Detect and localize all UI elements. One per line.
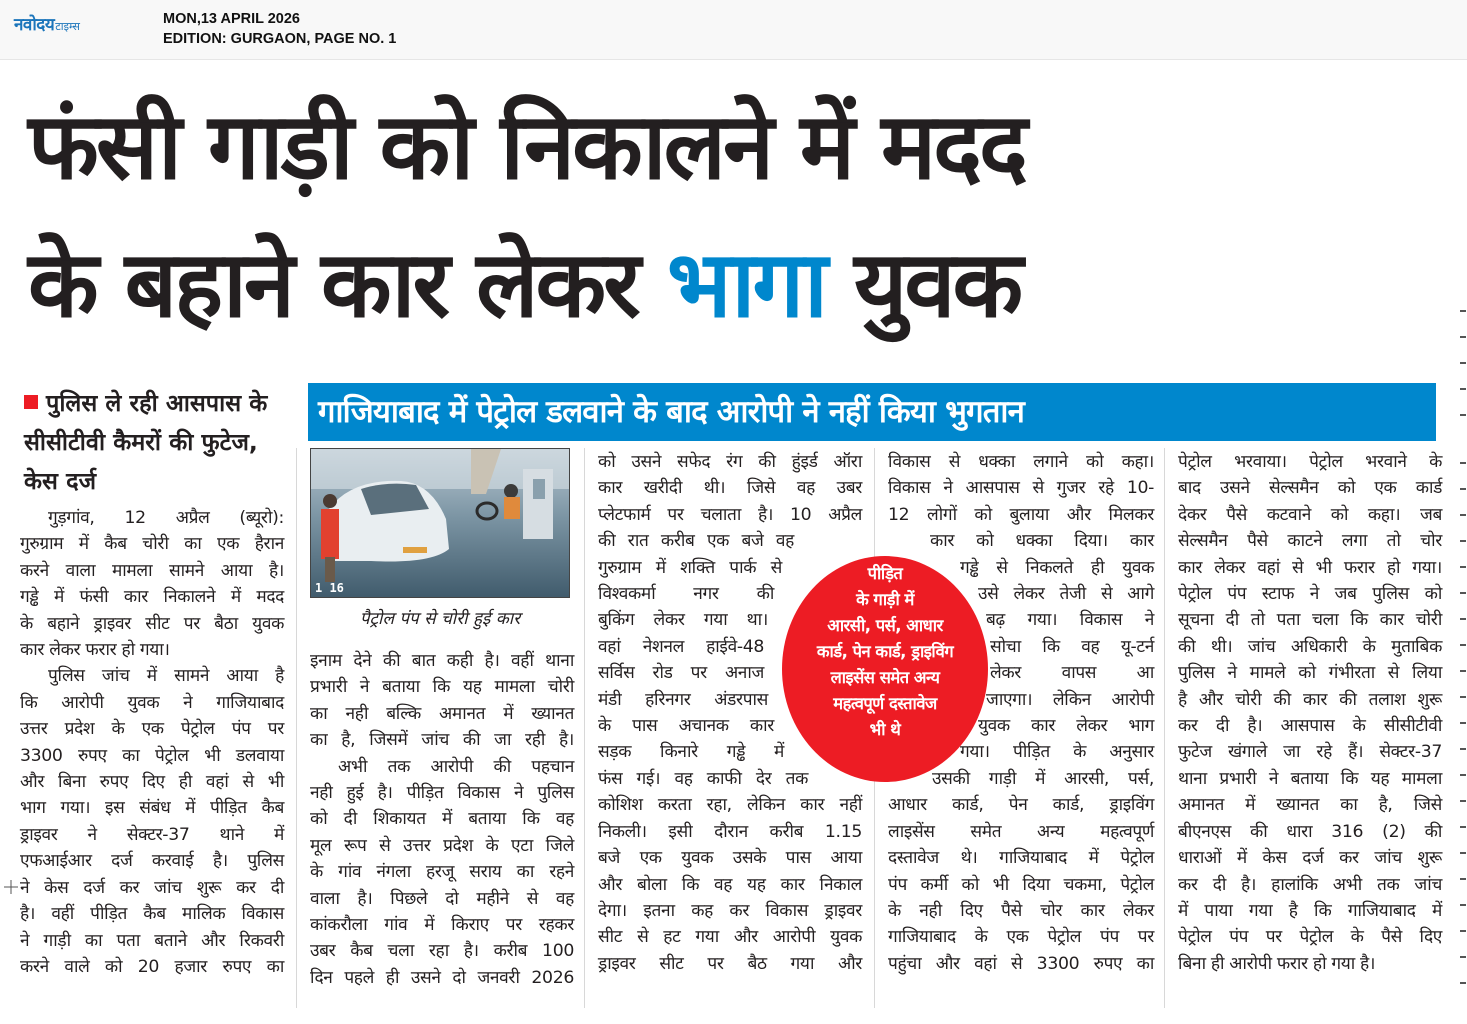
text-line: गया। पीड़ित के अनुसार <box>960 742 1154 763</box>
text-line: के पास अचानक कार <box>598 716 774 737</box>
text-line: कार खरीदी थी। जिसे वह उबर <box>598 478 862 499</box>
subheadline-banner: गाजियाबाद में पेट्रोल डलवाने के बाद आरोपी ने नहीं किया भुगतान <box>308 383 1436 441</box>
text-line: बजे एक युवक उसके पास आया <box>598 848 862 869</box>
text-line: को उसने सफेद रंग की हुंइर्ड ऑरा <box>598 452 862 472</box>
text-line: सोचा कि वह यू-टर्न <box>990 636 1154 657</box>
text-line: वाला है। पिछले दो महीने से वह <box>310 888 574 909</box>
main-headline-line-2 <box>28 220 1448 350</box>
callout-line: भी थे <box>869 720 901 739</box>
text-line: युवक कार लेकर भाग <box>978 716 1154 737</box>
headline-text: के बहाने कार लेकर <box>28 231 667 338</box>
headline-highlight: भागा <box>666 231 825 338</box>
text-line: गाजियाबाद के एक पेट्रोल पंप पर <box>888 927 1154 948</box>
text-line: वहां नेशनल हाईवे-48 <box>598 636 764 657</box>
side-headline <box>24 384 296 501</box>
text-line: गुरुग्राम में कैब चोरी का एक हैरान <box>20 534 284 555</box>
newspaper-logo[interactable] <box>14 12 80 35</box>
text-line: प्रभारी ने बताया कि यह मामला चोरी <box>310 677 574 698</box>
text-line: और बोला कि वह यह कार निकाल <box>598 874 862 895</box>
text-line: की रात करीब एक बजे वह <box>598 531 794 552</box>
cctv-car-image-icon <box>311 449 570 598</box>
text-line: फुटेज खंगाले जा रहे हैं। सेक्टर-37 <box>1178 742 1442 763</box>
text-line: उत्तर प्रदेश के एक पेट्रोल पंप पर <box>20 719 284 740</box>
text-line: फंस गई। वह काफी देर तक <box>598 768 808 789</box>
text-line: कि आरोपी युवक ने गाजियाबाद <box>20 692 284 713</box>
text-line: देकर पैसे कटवाने को कहा। जब <box>1178 504 1442 525</box>
crop-mark-icon <box>4 880 18 894</box>
text-line: पेट्रोल पंप पर पेट्रोल के पैसे दिए <box>1178 927 1442 948</box>
text-line: सेल्समैन पैसे काटने लगा तो चोर <box>1178 531 1442 552</box>
callout-line: महत्वपूर्ण दस्तावेज <box>833 694 937 713</box>
article-column-5 <box>1178 449 1442 977</box>
text-line: देगा। इतना कह कर विकास ड्राइवर <box>598 900 862 921</box>
text-line: लेकर वापस आ <box>990 663 1154 684</box>
text-line: ने केस दर्ज कर जांच शुरू कर दी <box>20 877 284 898</box>
callout-line: आरसी, पर्स, आधार <box>827 616 943 635</box>
text-line: कोशिश करता रहा, लेकिन कार नहीं <box>598 795 862 816</box>
timestamp-overlay: 1 16 <box>315 581 344 595</box>
text-line: है। वहीं पीड़ित कैब मालिक विकास <box>20 904 284 925</box>
text-line: ने गाड़ी का पता बताने और रिकवरी <box>20 930 284 951</box>
text-line: पुलिस ने मामले को गंभीरता से लिया <box>1178 663 1442 684</box>
text-line: आधार कार्ड, पेन कार्ड, ड्राइविंग <box>888 795 1154 816</box>
text-line: कार को धक्का दिया। कार <box>930 531 1154 552</box>
text-line: मंडी हरिनगर अंडरपास <box>598 689 768 710</box>
text-line: भाग गया। इस संबंध में पीड़ित कैब <box>20 798 284 819</box>
text-line: विश्वकर्मा नगर की <box>598 584 774 605</box>
text-line: बाद उसने सेल्समैन को एक कार्ड <box>1178 478 1442 499</box>
text-line: गुरुग्राम में शक्ति पार्क से <box>598 557 782 578</box>
callout-line: लाइसेंस समेत अन्य <box>830 668 940 687</box>
text-line: के नही दिए पैसे चोर कार लेकर <box>888 900 1154 921</box>
text-line: उसे लेकर तेजी से आगे <box>978 584 1154 605</box>
column-divider <box>1164 448 1165 1008</box>
text-line: और बिना रुपए दिए ही वहां से भी <box>20 772 284 793</box>
column-divider <box>584 448 585 1008</box>
masthead-bar <box>0 0 1467 60</box>
edition-page: EDITION: GURGAON, PAGE NO. 1 <box>163 31 397 47</box>
callout-line: कार्ड, पेन कार्ड, ड्राइविंग <box>816 642 954 661</box>
text-line: एफआईआर दर्ज करवाई है। पुलिस <box>20 851 284 872</box>
text-line: धाराओं में केस दर्ज कर जांच शुरू <box>1178 848 1442 869</box>
text-line: करने वाला मामला सामने आया है। <box>20 560 284 581</box>
text-line: पेट्रोल भरवाया। पेट्रोल भरवाने के <box>1178 452 1442 472</box>
text-line: बिना ही आरोपी फरार हो गया है। <box>1178 953 1376 974</box>
headline-text: युवक <box>824 231 1021 338</box>
publication-date: MON,13 APRIL 2026 <box>163 11 300 27</box>
text-line: पहुंचा और वहां से 3300 रुपए का <box>888 953 1154 974</box>
text-line: की थी। जांच अधिकारी के मुताबिक <box>1178 636 1442 657</box>
text-line: पेट्रोल पंप स्टाफ ने जब पुलिस को <box>1178 584 1442 605</box>
text-line: नही हुई है। पीड़ित विकास ने पुलिस <box>310 783 574 804</box>
text-line: अभी तक आरोपी की पहचान <box>338 756 574 777</box>
callout-line: के गाड़ी में <box>856 590 914 609</box>
text-line: के गांव नंगला हरजू सराय का रहने <box>310 862 574 883</box>
red-square-bullet-icon <box>24 395 38 409</box>
text-line: अमानत में ख्यानत का है, जिसे <box>1178 795 1442 816</box>
adjacent-page-edge <box>1458 60 1467 1024</box>
text-line: करने वाले को 20 हजार रुपए का <box>20 956 284 977</box>
photo-caption: पैट्रोल पंप से चोरी हुई कार <box>359 609 521 629</box>
text-line: सूचना दी तो पता चला कि कार चोरी <box>1178 610 1442 631</box>
text-line: के बहाने ड्राइवर सीट पर बैठा युवक <box>20 613 284 634</box>
text-line: सड़क किनारे गड्ढे में <box>598 742 784 763</box>
article-column-1 <box>20 505 284 980</box>
text-line: विकास ने आसपास से गुजर रहे 10- <box>888 478 1154 499</box>
text-line: इनाम देने की बात कही है। वहीं थाना <box>310 651 574 671</box>
text-line: में पाया गया है कि गाजियाबाद में <box>1178 900 1442 921</box>
logo-sub-text: टाइम्स <box>55 20 80 33</box>
text-line: का नही बल्कि अमानत में ख्यानत <box>310 703 574 724</box>
text-line: है और चोरी की कार की तलाश शुरू <box>1178 689 1442 710</box>
callout-circle <box>782 556 988 782</box>
text-line: थाना प्रभारी ने बताया कि यह मामला <box>1178 768 1442 789</box>
text-line: उबर कैब चला रहा है। करीब 100 <box>310 941 574 962</box>
main-headline-line-1: फंसी गाड़ी को निकालने में मदद <box>28 93 1025 200</box>
text-line: गड्ढे में फंसी कार निकालने में मदद <box>20 587 284 608</box>
text-line: बढ़ गया। विकास ने <box>986 610 1154 631</box>
text-line: 3300 रुपए का पेट्रोल भी डलवाया <box>20 745 284 766</box>
text-line: लाइसेंस समेत अन्य महत्वपूर्ण <box>888 821 1154 842</box>
text-line: को दी शिकायत में बताया कि वह <box>310 809 574 830</box>
text-line: उसकी गाड़ी में आरसी, पर्स, <box>932 768 1154 789</box>
text-line: कर दी है। हालांकि अभी तक जांच <box>1178 874 1442 895</box>
callout-line: पीड़ित <box>867 564 903 583</box>
text-line: कार लेकर फरार हो गया। <box>20 640 170 661</box>
text-line: गुड़गांव, 12 अप्रैल (ब्यूरो): <box>48 508 284 528</box>
text-line: कर दी है। आसपास के सीसीटीवी <box>1178 716 1442 737</box>
text-line: बीएनएस की धारा 316 (2) की <box>1178 821 1442 842</box>
text-line: का है, जिसमें जांच की जा रही है। <box>310 730 574 751</box>
text-line: प्लेटफार्म पर चलाता है। 10 अप्रैल <box>598 504 862 525</box>
text-line: 12 लोगों को बुलाया और मिलकर <box>888 504 1154 525</box>
text-line: पंप कर्मी को भी दिया चकमा, पेट्रोल <box>888 874 1154 895</box>
cctv-photo <box>310 448 570 598</box>
side-headline-text: पुलिस ले रही आसपास के सीसीटीवी कैमरों की फुटेज, केस दर्ज <box>24 389 268 495</box>
text-line: सीट से हट गया और आरोपी युवक <box>598 927 862 948</box>
text-line: सर्विस रोड पर अनाज <box>598 663 764 684</box>
edition-info <box>163 9 396 49</box>
column-divider <box>296 448 297 1008</box>
article-column-2 <box>310 648 574 991</box>
text-line: ड्राइवर ने सेक्टर-37 थाने में <box>20 824 284 845</box>
text-line: दस्तावेज थे। गाजियाबाद में पेट्रोल <box>888 848 1154 869</box>
text-line: कार लेकर वहां से भी फरार हो गया। <box>1178 557 1442 578</box>
text-line: जाएगा। लेकिन आरोपी <box>986 689 1154 710</box>
text-line: विकास से धक्का लगाने को कहा। <box>888 452 1154 472</box>
text-line: पुलिस जांच में सामने आया है <box>48 666 284 687</box>
text-line: दिन पहले ही उसने दो जनवरी 2026 <box>310 967 574 988</box>
text-line: निकली। इसी दौरान करीब 1.15 <box>598 821 862 842</box>
logo-main-text: नवोदय <box>14 15 55 35</box>
text-line: मूल रूप से उत्तर प्रदेश के एटा जिले <box>310 835 574 856</box>
text-line: बुकिंग लेकर गया था। <box>598 610 768 631</box>
text-line: कांकरौला गांव में किराए पर रहकर <box>310 915 574 936</box>
text-line: ड्राइवर सीट पर बैठ गया और <box>598 953 862 974</box>
text-line: गड्ढे से निकलते ही युवक <box>960 557 1154 578</box>
